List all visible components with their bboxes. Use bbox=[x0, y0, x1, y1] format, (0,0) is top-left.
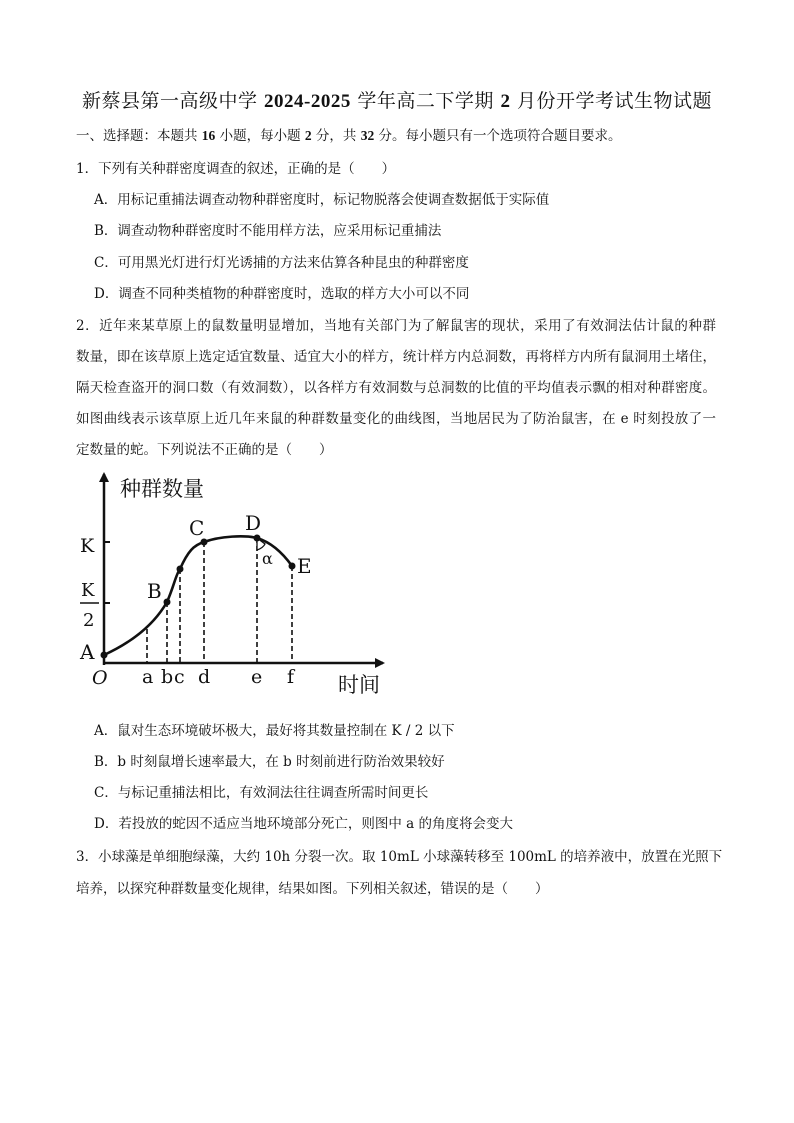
point-label-d: D bbox=[245, 511, 262, 535]
point-a bbox=[101, 652, 108, 659]
q3-stem-line-2: 培养，以探究种群数量变化规律，结果如图。下列相关叙述，错误的是（ ） bbox=[76, 881, 549, 897]
point-e bbox=[289, 563, 296, 570]
half-k-numerator: K bbox=[81, 580, 95, 601]
q1-option-b: B．调查动物种群密度时不能用样方法，应采用标记重捕法 bbox=[94, 223, 442, 239]
y-axis-label: 种群数量 bbox=[120, 477, 204, 501]
section-heading: 一、选择题：本题共 16 小题，每小题 2 分，共 32 分。每小题只有一个选项符合题目要求。 bbox=[76, 128, 622, 144]
tick-label-c: c bbox=[174, 666, 185, 688]
point-label-b: B bbox=[147, 579, 162, 603]
population-curve-figure bbox=[70, 466, 400, 706]
point-label-a: A bbox=[80, 640, 95, 664]
q2-option-a: A．鼠对生态环境破坏极大，最好将其数量控制在 K / 2 以下 bbox=[94, 723, 455, 739]
page-title: 新蔡县第一高级中学 2024-2025 学年高二下学期 2 月份开学考试生物试题 bbox=[81, 90, 712, 112]
tick-label-d: d bbox=[198, 666, 211, 688]
q2-stem-line-3: 隔天检查盗开的洞口数（有效洞数），以各样方有效洞数与总洞数的比值的平均值表示飘的相对种群密度。 bbox=[76, 380, 716, 396]
origin-label: O bbox=[92, 667, 108, 689]
k-label: K bbox=[80, 535, 95, 557]
q2-option-d: D．若投放的蛇因不适应当地环境部分死亡，则图中 a 的角度将会变大 bbox=[94, 816, 513, 832]
point-bc bbox=[177, 566, 184, 573]
q1-stem: 1．下列有关种群密度调查的叙述，正确的是（ ） bbox=[76, 161, 396, 177]
q1-option-a: A．用标记重捕法调查动物种群密度时，标记物脱落会使调查数据低于实际值 bbox=[94, 192, 550, 208]
q2-option-c: C．与标记重捕法相比，有效洞法往往调查所需时间更长 bbox=[94, 785, 429, 801]
q2-option-b: B．b 时刻鼠增长速率最大，在 b 时刻前进行防治效果较好 bbox=[94, 754, 445, 770]
q2-stem-line-1: 2．近年来某草原上的鼠数量明显增加，当地有关部门为了解鼠害的现状，采用了有效洞法估计鼠的种群 bbox=[76, 318, 716, 334]
tick-label-f: f bbox=[287, 666, 295, 688]
q1-option-d: D．调查不同种类植物的种群密度时，选取的样方大小可以不同 bbox=[94, 286, 470, 302]
point-label-e: E bbox=[297, 554, 312, 578]
tick-label-a: a bbox=[142, 666, 154, 688]
tick-label-b: b bbox=[161, 666, 174, 688]
q2-stem-line-4: 如图曲线表示该草原上近几年来鼠的种群数量变化的曲线图，当地居民为了防治鼠害，在 e 时刻投放了一 bbox=[76, 411, 716, 427]
half-k-denominator: 2 bbox=[83, 610, 95, 631]
q2-stem-line-2: 数量，即在该草原上选定适宜数量、适宜大小的样方，统计样方内总洞数，再将样方内所有鼠洞用土堵住， bbox=[76, 349, 716, 365]
x-axis-label: 时间 bbox=[338, 673, 380, 697]
point-label-c: C bbox=[189, 516, 205, 540]
q1-option-c: C．可用黑光灯进行灯光诱捕的方法来估算各种昆虫的种群密度 bbox=[94, 255, 469, 271]
q3-stem-line-1: 3．小球藻是单细胞绿藻，大约 10h 分裂一次。取 10mL 小球藻转移至 100mL 的培养液中，放置在光照下 bbox=[76, 849, 723, 865]
tick-label-e: e bbox=[251, 666, 263, 688]
angle-alpha-label: α bbox=[262, 549, 273, 568]
point-d bbox=[254, 535, 261, 542]
point-b bbox=[164, 599, 171, 606]
q2-stem-line-5: 定数量的蛇。下列说法不正确的是（ ） bbox=[76, 442, 333, 458]
